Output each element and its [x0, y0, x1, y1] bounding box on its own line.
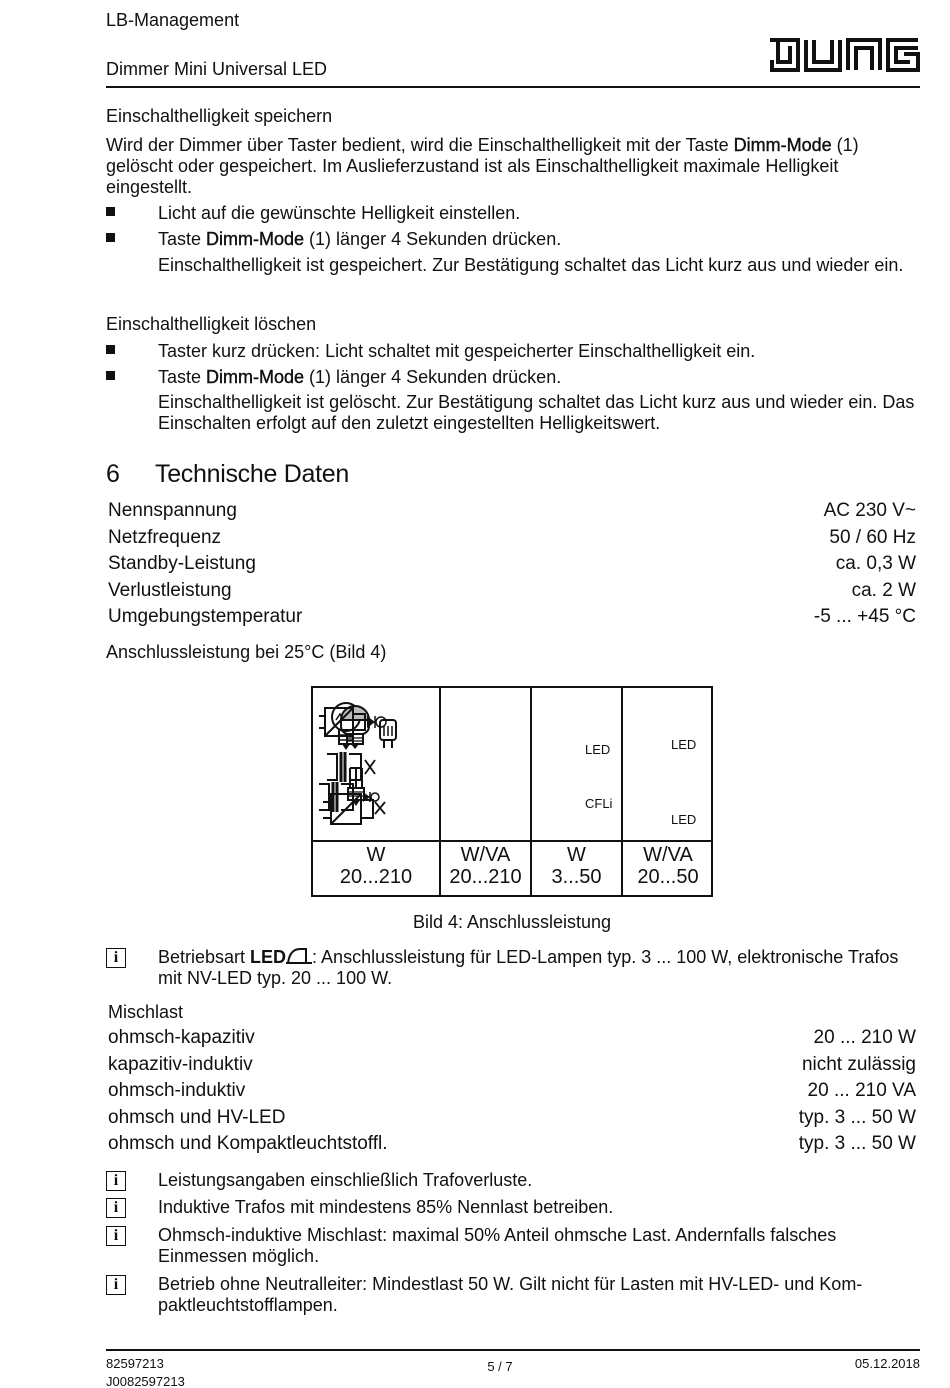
- spec-value: AC 230 V~: [823, 500, 916, 521]
- doc-number: 82597213: [106, 1356, 164, 1371]
- mixed-load-value: 20 ... 210 W: [813, 1027, 916, 1048]
- connection-label: Anschlussleistung bei 25°C (Bild 4): [106, 642, 387, 662]
- column-1-values: W 20...210: [339, 844, 413, 888]
- mixed-load-title: Mischlast: [108, 1002, 184, 1022]
- spec-value: ca. 0,3 W: [835, 553, 916, 574]
- bullet: [106, 371, 115, 380]
- spec-label: Standby-Leistung: [108, 553, 256, 574]
- spec-row: [108, 606, 916, 628]
- info-icon: i: [106, 1275, 126, 1295]
- bullet: [106, 233, 115, 242]
- electronic-transformer-led-icon: [319, 706, 391, 738]
- jung-logo: [768, 36, 920, 76]
- mixed-load-value: 20 ... 210 VA: [807, 1080, 916, 1101]
- figure-caption: Bild 4: Anschlussleistung: [412, 912, 612, 932]
- delete-heading: Einschalthelligkeit löschen: [106, 314, 317, 334]
- conventional-transformer-led-icon: [319, 780, 391, 814]
- mixed-load-row: [108, 1080, 916, 1102]
- info-icon: i: [106, 1171, 126, 1191]
- header-category: LB-Management: [106, 10, 240, 30]
- mixed-load-label: ohmsch-induktiv: [108, 1080, 246, 1101]
- save-result: Einschalthelligkeit ist gespeichert. Zur Bestätigung schaltet das Licht kurz aus und wieder ein.: [158, 255, 904, 275]
- mixed-load-label: ohmsch und HV-LED: [108, 1106, 286, 1128]
- mixed-load-value: typ. 3 ... 50 W: [798, 1133, 916, 1154]
- spec-label: Umgebungstemperatur: [108, 606, 303, 627]
- footer-divider: [106, 1349, 920, 1351]
- mixed-load-label: kapazitiv-induktiv: [108, 1053, 253, 1075]
- spec-value: 50 / 60 Hz: [829, 526, 916, 548]
- page-number: 5 / 7: [487, 1359, 513, 1374]
- load-figure: [311, 686, 713, 897]
- info-icon: i: [106, 948, 126, 968]
- trailing-edge-icon: [286, 947, 312, 965]
- info-icon: i: [106, 1198, 126, 1218]
- delete-result: Einschalthelligkeit ist gelöscht. Zur Bestätigung schaltet das Licht kurz aus und wieder ein. Das Einschalten erfolgt auf den zuletzt eingestellten Helligkeitswert.: [158, 392, 915, 433]
- mixed-load-label: ohmsch und Kompaktleuchtstoffl.: [108, 1133, 388, 1154]
- bullet: [106, 345, 115, 354]
- header-divider: [106, 86, 920, 88]
- led-mode-symbol: LED: [250, 947, 287, 967]
- key-dimm-mode: Dimm-Mode: [206, 229, 305, 249]
- document-date: 05.12.2018: [854, 1356, 920, 1371]
- spec-row: [108, 527, 916, 549]
- mixed-load-value: typ. 3 ... 50 W: [798, 1106, 916, 1128]
- delete-step-2: Taste Dimm-Mode (1) länger 4 Sekunden drücken.: [158, 367, 562, 387]
- cfli-label: CFLi: [585, 796, 613, 811]
- delete-step-1: Taster kurz drücken: Licht schaltet mit gespeicherter Einschalthelligkeit ein.: [158, 341, 756, 361]
- note-text: Leistungsangaben einschließlich Trafoverluste.: [158, 1170, 533, 1190]
- key-dimm-mode: Dimm-Mode: [733, 135, 832, 155]
- bullet: [106, 207, 115, 216]
- mixed-load-row: [108, 1054, 916, 1076]
- column-2-values: W/VA 20...210: [449, 844, 522, 888]
- spec-row: [108, 500, 916, 522]
- mixed-load-value: nicht zulässig: [801, 1053, 916, 1075]
- led-label: LED: [671, 812, 697, 827]
- led-mode-note: Betriebsart LED : Anschlussleistung für LED-Lampen typ. 3 ... 100 W, elektronische Trafos mit NV-LED typ. 20 ... 100 W.: [158, 947, 899, 988]
- save-heading: Einschalthelligkeit speichern: [106, 106, 333, 126]
- figure-divider: [313, 840, 711, 842]
- spec-value: ca. 2 W: [851, 579, 916, 601]
- mixed-load-label: ohmsch-kapazitiv: [108, 1027, 255, 1048]
- spec-label: Nennspannung: [108, 500, 237, 521]
- mixed-load-row: [108, 1133, 916, 1155]
- save-step-2: Taste Dimm-Mode (1) länger 4 Sekunden drücken.: [158, 229, 562, 249]
- section-number: 6: [106, 460, 120, 488]
- note-text: Ohmsch-induktive Mischlast: maximal 50% Anteil ohmsche Last. Andernfalls falsches Einmessen möglich.: [158, 1225, 837, 1266]
- header-product: Dimmer Mini Universal LED: [106, 59, 328, 79]
- led-label: LED: [585, 742, 611, 757]
- mixed-load-row: [108, 1107, 916, 1129]
- spec-row: [108, 553, 916, 575]
- info-icon: i: [106, 1226, 126, 1246]
- spec-row: [108, 580, 916, 602]
- column-3-values: W 3...50: [551, 844, 602, 888]
- spec-label: Verlustleistung: [108, 579, 232, 601]
- section-title: Technische Daten: [155, 460, 349, 488]
- save-step-1: Licht auf die gewünschte Helligkeit einstellen.: [158, 203, 521, 223]
- mixed-load-row: [108, 1027, 916, 1049]
- column-4-values: W/VA 20...50: [637, 844, 699, 888]
- spec-value: -5 ... +45 °C: [813, 606, 916, 627]
- save-intro: Wird der Dimmer über Taster bedient, wird die Einschalthelligkeit mit der Taste Dimm-Mode (1) gelöscht oder gespeichert. Im Auslieferzustand ist als Einschalthelligkeit maximale Helligkeit eingestellt.: [106, 135, 859, 197]
- led-label: LED: [671, 737, 697, 752]
- key-dimm-mode: Dimm-Mode: [206, 367, 305, 387]
- job-number: J0082597213: [106, 1374, 185, 1388]
- note-text: Induktive Trafos mit mindestens 85% Nennlast betreiben.: [158, 1197, 614, 1217]
- spec-label: Netzfrequenz: [108, 526, 222, 548]
- note-text: Betrieb ohne Neutralleiter: Mindestlast 50 W. Gilt nicht für Lasten mit HV-LED- und Kom-paktleuchtstofflampen.: [158, 1274, 863, 1315]
